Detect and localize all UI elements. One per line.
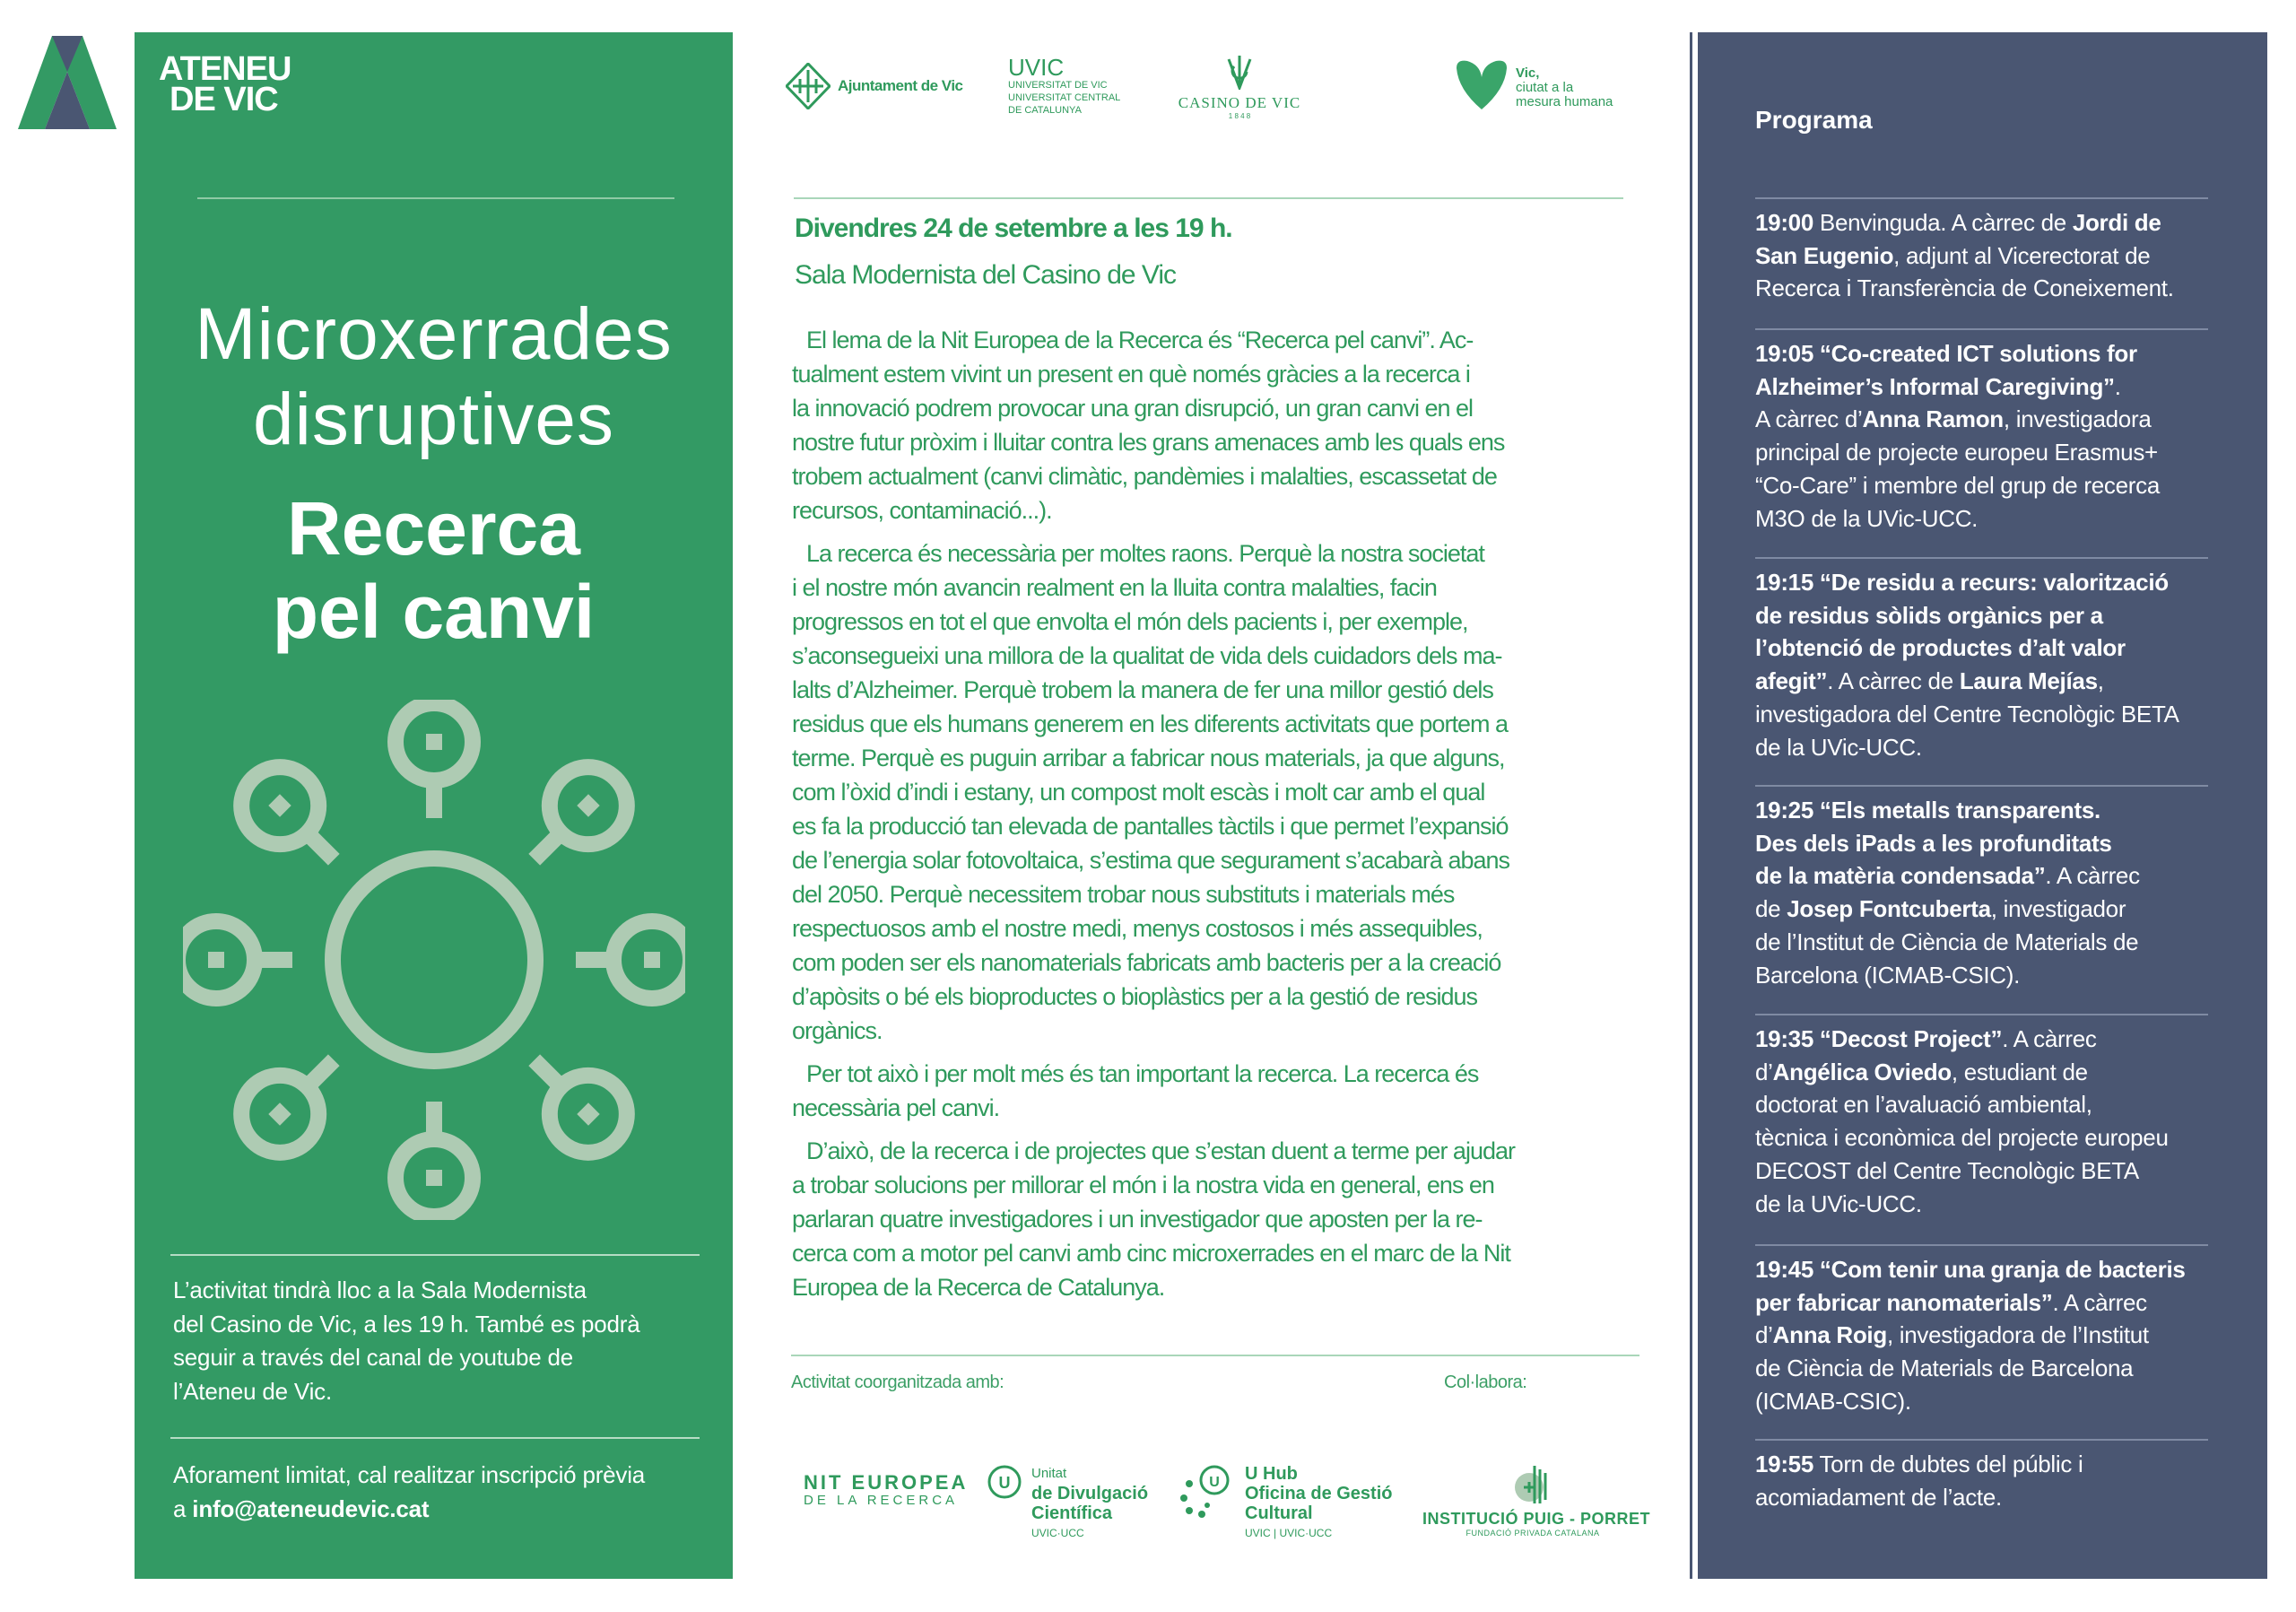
paragraph-line: respectuosos amb el nostre medi, menys costosos i més assequibles, (792, 915, 1483, 942)
divider (1755, 1014, 2208, 1015)
title-line: disruptives (253, 379, 614, 460)
logo-text: Unitat (1031, 1466, 1067, 1481)
program-line (1755, 665, 2179, 698)
program-line (1755, 1253, 2186, 1286)
program-text: Recerca i Transferència de Coneixement. (1755, 274, 2174, 302)
logo-text: UVIC (1008, 54, 1065, 81)
event-venue: Sala Modernista del Casino de Vic (795, 260, 1177, 290)
program-line (1755, 403, 2160, 436)
program-text: de la UVic-UCC. (1755, 733, 1922, 761)
event-date: Divendres 24 de setembre a les 19 h. (795, 213, 1232, 243)
venue-info (173, 1274, 639, 1408)
program-text: , investigadora de l’Institut (1886, 1321, 2149, 1349)
program-text: . A càrrec (2002, 1025, 2097, 1052)
program-text: . (2114, 372, 2121, 400)
paragraph (792, 536, 1515, 1048)
program-text: M3O de la UVic-UCC. (1755, 504, 1979, 532)
logo-text: mesura humana (1516, 94, 1613, 109)
paragraph-line: recursos, contaminació...). (792, 497, 1052, 524)
program-text: investigadora del Centre Tecnològic BETA (1755, 700, 2179, 728)
paragraph-line: a trobar solucions per millorar el món i la nostra vida en general, ens en (792, 1172, 1494, 1198)
ajuntament-crest-icon (786, 63, 831, 109)
paragraph-line: Per tot això i per molt més és tan important la recerca. La recerca és (806, 1060, 1479, 1087)
vic-city-logo (1455, 59, 1613, 111)
puig-porret-logo (1422, 1464, 1651, 1538)
divider (794, 197, 1623, 199)
paragraph-line: cerca com a motor pel canvi amb cinc microxerrades en el marc de la Nit (792, 1240, 1510, 1267)
divider (170, 1437, 700, 1439)
program-line (1755, 1352, 2186, 1385)
paragraph (792, 323, 1515, 527)
program-line (1755, 370, 2160, 404)
program-text: (ICMAB-CSIC). (1755, 1387, 1911, 1415)
paragraph-line: La recerca és necessària per moltes raons. Perquè la nostra societat (806, 540, 1484, 567)
brand-line: DE VIC (170, 81, 278, 118)
casino-logo (1170, 54, 1309, 120)
logo-text: 1 8 4 8 (1228, 112, 1251, 120)
info-line: seguir a través del canal de youtube de (173, 1344, 574, 1371)
program-line (1755, 1385, 2186, 1418)
logo-text: Científica (1031, 1503, 1113, 1523)
program-line (1755, 632, 2179, 665)
divider (197, 197, 674, 199)
program-line (1755, 469, 2160, 502)
network-icon (183, 700, 685, 1220)
program-item (1755, 337, 2160, 535)
paragraph-line: com poden ser els nanomaterials fabricats amb bacteris per a la creació (792, 949, 1501, 976)
program-text: acomiadament de l’acte. (1755, 1483, 2002, 1511)
paragraph-line: progressos en tot el que envolta el món dels pacients i, per exemple, (792, 608, 1468, 635)
program-highlight: 19:00 (1755, 209, 1813, 236)
info-line: Aforament limitat, cal realitzar inscripció prèvia (173, 1461, 646, 1488)
paragraph-line: lalts d’Alzheimer. Perquè trobem la manera de fer una millor gestió dels (792, 676, 1493, 703)
program-text: , investigadora (2003, 405, 2152, 433)
program-highlight: 19:25 “Els metalls transparents. (1755, 797, 2100, 823)
paragraph-line: tualment estem vivint un present en què només gràcies a la recerca i (792, 361, 1470, 388)
program-line (1755, 1121, 2169, 1155)
logo-text: CASINO DE VIC (1178, 94, 1301, 111)
subtitle-line: Recerca (287, 486, 580, 571)
program-title: Programa (1755, 106, 1873, 134)
divider (1755, 197, 2208, 199)
program-text: de l’Institut de Ciència de Materials de (1755, 928, 2139, 955)
program-line (1755, 1481, 2083, 1514)
program-item (1755, 1023, 2169, 1220)
logo-text: DE CATALUNYA (1008, 105, 1082, 116)
paragraph-line: trobem actualment (canvi climàtic, pandèmies i malalties, escassetat de (792, 463, 1497, 490)
svg-text:U: U (998, 1474, 1011, 1492)
logo-text: UNIVERSITAT DE VIC (1008, 80, 1108, 91)
program-line (1755, 1088, 2169, 1121)
divider (1755, 1244, 2208, 1246)
paragraph-line: terme. Perquè es puguin arribar a fabricar nous materials, ja que alguns, (792, 745, 1505, 771)
logo-text: Ajuntament de Vic (838, 77, 963, 94)
program-text: d’ (1755, 1321, 1773, 1349)
paragraph-line: del 2050. Perquè necessitem trobar nous substituts i materials més (792, 881, 1455, 908)
logo-text: UVIC | UVIC·UCC (1245, 1527, 1333, 1539)
program-line (1755, 272, 2174, 305)
program-highlight: 19:55 (1755, 1451, 1813, 1477)
logo-text: FUNDACIÓ PRIVADA CATALANA (1465, 1529, 1600, 1538)
program-item (1755, 1253, 2186, 1418)
program-line (1755, 206, 2174, 240)
info-line: l’Ateneu de Vic. (173, 1377, 332, 1405)
collabora-label: Col·labora: (1444, 1372, 1527, 1392)
program-text: , investigador (1990, 895, 2126, 923)
program-line (1755, 1023, 2169, 1056)
divider (1755, 557, 2208, 559)
divider (1755, 1439, 2208, 1441)
divider (170, 1254, 700, 1256)
uhub-logo (1178, 1464, 1392, 1543)
paragraph-line: s’aconsegueixi una millora de la qualitat de vida dels cuidadors dels ma- (792, 642, 1502, 669)
info-line: L’activitat tindrà lloc a la Sala Modernista (173, 1277, 587, 1303)
program-text: de Ciència de Materials de Barcelona (1755, 1355, 2134, 1382)
program-text: principal de projecte europeu Erasmus+ (1755, 439, 2158, 466)
paragraph-line: D’això, de la recerca i de projectes que s’estan duent a terme per ajudar (806, 1137, 1515, 1164)
program-highlight: afegit” (1755, 667, 1828, 695)
coorganized-label: Activitat coorganitzada amb: (791, 1372, 1004, 1392)
program-line (1755, 731, 2179, 764)
program-text: de (1755, 895, 1787, 923)
program-line (1755, 1056, 2169, 1089)
program-item (1755, 566, 2179, 763)
program-highlight: San Eugenio (1755, 241, 1894, 269)
program-highlight: Laura Mejías (1959, 667, 2098, 695)
info-line: del Casino de Vic, a les 19 h. També es podrà (173, 1310, 640, 1338)
program-text: . A càrrec de (1827, 667, 1960, 695)
puig-emblem-icon (1515, 1464, 1551, 1505)
subtitle-line: pel canvi (272, 570, 596, 654)
program-text: de la UVic-UCC. (1755, 1189, 1922, 1217)
program-highlight: de residus sòlids orgànics per a (1755, 601, 2103, 629)
program-line (1755, 1319, 2186, 1352)
program-line (1755, 827, 2140, 860)
ajuntament-logo (786, 63, 963, 109)
logo-text: Cultural (1245, 1503, 1313, 1523)
program-line (1755, 566, 2179, 599)
divider (1755, 328, 2208, 330)
divider (791, 1355, 1639, 1356)
logo-text: Oficina de Gestió (1245, 1484, 1393, 1503)
program-line (1755, 859, 2140, 893)
paragraph-line: parlaran quatre investigadores i un investigador que aposten per la re- (792, 1206, 1483, 1233)
email-link[interactable]: info@ateneudevic.cat (192, 1494, 430, 1522)
nit-europea-logo (789, 1455, 969, 1527)
program-line (1755, 337, 2160, 370)
program-highlight: Jordi de (2072, 209, 2161, 236)
program-line (1755, 1286, 2186, 1320)
program-highlight: Anna Roig (1772, 1321, 1887, 1349)
program-highlight: Josep Fontcuberta (1787, 895, 1991, 923)
paragraph-line: es fa la producció tan elevada de pantalles tàctils i que permet l’expansió (792, 813, 1509, 840)
main-body (792, 323, 1515, 1313)
program-highlight: l’obtenció de productes d’alt valor (1755, 634, 2126, 662)
program-line (1755, 959, 2140, 992)
vic-heart-icon (1455, 59, 1509, 111)
logo-text: ciutat a la (1516, 80, 1574, 95)
program-highlight: Des dels iPads a les profunditats (1755, 829, 2112, 857)
program-line (1755, 436, 2160, 469)
paragraph-line: com l’òxid d’indi i estany, un compost molt escàs i molt car amb el qual (792, 779, 1485, 806)
program-line (1755, 240, 2174, 273)
logo-text: Vic, (1516, 65, 1540, 81)
logo-text: NIT EUROPEA (804, 1471, 969, 1494)
panel-divider (1690, 32, 1692, 1579)
program-line (1755, 926, 2140, 959)
paragraph-line: nostre futur pròxim i lluitar contra les grans amenaces amb les quals ens (792, 429, 1505, 456)
paragraph-line: El lema de la Nit Europea de la Recerca és “Recerca pel canvi”. Ac- (806, 327, 1474, 353)
program-text: , (2097, 667, 2104, 695)
program-item (1755, 206, 2174, 305)
program-text: Barcelona (ICMAB-CSIC). (1755, 961, 2021, 989)
paragraph (792, 1134, 1515, 1304)
paragraph-line: la innovació podrem provocar una gran disrupció, un gran canvi en el (792, 395, 1473, 422)
program-text: doctorat en l’avaluació ambiental, (1755, 1091, 2092, 1119)
unitat-divulgacio-logo (987, 1464, 1148, 1543)
logo-text: DE LA RECERCA (804, 1493, 959, 1508)
casino-emblem-icon (1222, 54, 1257, 90)
logo-text: U Hub (1245, 1464, 1298, 1484)
paragraph-line: d’apòsits o bé els bioproductes o bioplàstics per a la gestió de residus (792, 983, 1477, 1010)
program-highlight: Alzheimer’s Informal Caregiving” (1755, 372, 2115, 400)
program-text: . A càrrec (2052, 1288, 2147, 1316)
program-text: DECOST del Centre Tecnològic BETA (1755, 1156, 2139, 1184)
program-line (1755, 599, 2179, 632)
program-line (1755, 1155, 2169, 1188)
program-line (1755, 1188, 2169, 1221)
paragraph (792, 1057, 1515, 1125)
program-highlight: Angélica Oviedo (1772, 1058, 1952, 1085)
logo-text: UVIC·UCC (1031, 1527, 1084, 1539)
left-panel (135, 32, 733, 1579)
logo-text: UNIVERSITAT CENTRAL (1008, 92, 1121, 103)
program-line (1755, 502, 2160, 536)
program-text: Benvinguda. A càrrec de (1813, 209, 2073, 236)
program-highlight: Anna Ramon (1862, 405, 2004, 433)
ateneu-logo-icon (18, 36, 117, 129)
info-text: a (173, 1494, 193, 1522)
logo-text: INSTITUCIÓ PUIG - PORRET (1422, 1510, 1651, 1528)
brand-name (159, 50, 291, 118)
program-highlight: de la matèria condensada” (1755, 862, 2046, 890)
program-line (1755, 893, 2140, 926)
program-line (1755, 1448, 2083, 1481)
program-text: “Co-Care” i membre del grup de recerca (1755, 471, 2160, 499)
u-circle-icon (987, 1464, 1022, 1500)
paragraph-line: necessària pel canvi. (792, 1094, 1000, 1121)
program-text: A càrrec d’ (1755, 405, 1863, 433)
program-highlight: 19:15 “De residu a recurs: valorització (1755, 569, 2169, 596)
paragraph-line: de l’energia solar fotovoltaica, s’estima que segurament s’acabarà abans (792, 847, 1510, 874)
program-highlight: per fabricar nanomaterials” (1755, 1288, 2053, 1316)
paragraph-line: i el nostre món avancin realment en la lluita contra malalties, facin (792, 574, 1437, 601)
program-text: Torn de dubtes del públic i (1813, 1451, 2083, 1477)
brand-line: ATENEU (159, 50, 291, 88)
svg-text:U: U (1209, 1475, 1220, 1490)
logo-text: de Divulgació (1031, 1484, 1149, 1503)
program-item (1755, 794, 2140, 991)
program-highlight: 19:35 “Decost Project” (1755, 1025, 2003, 1052)
capacity-info (173, 1459, 645, 1526)
uhub-dots-icon (1178, 1464, 1236, 1521)
program-text: d’ (1755, 1058, 1773, 1085)
title-line: Microxerrades (195, 293, 673, 375)
program-panel (1698, 32, 2267, 1579)
program-text: , adjunt al Vicerectorat de (1893, 241, 2151, 269)
program-item (1755, 1448, 2083, 1513)
program-text: . A càrrec (2045, 862, 2140, 890)
program-text: tècnica i econòmica del projecte europeu (1755, 1124, 2169, 1152)
paragraph-line: Europea de la Recerca de Catalunya. (792, 1274, 1165, 1301)
program-highlight: 19:05 “Co-created ICT solutions for (1755, 340, 2137, 367)
info-line (173, 1493, 645, 1527)
uvic-logo (1008, 56, 1120, 117)
program-line (1755, 794, 2140, 827)
paragraph-line: orgànics. (792, 1017, 883, 1044)
program-highlight: 19:45 “Com tenir una granja de bacteris (1755, 1256, 2186, 1283)
program-line (1755, 698, 2179, 731)
divider (1755, 785, 2208, 787)
paragraph-line: residus que els humans generem en les diferents activitats que portem a (792, 710, 1508, 737)
program-text: , estudiant de (1951, 1058, 2088, 1085)
